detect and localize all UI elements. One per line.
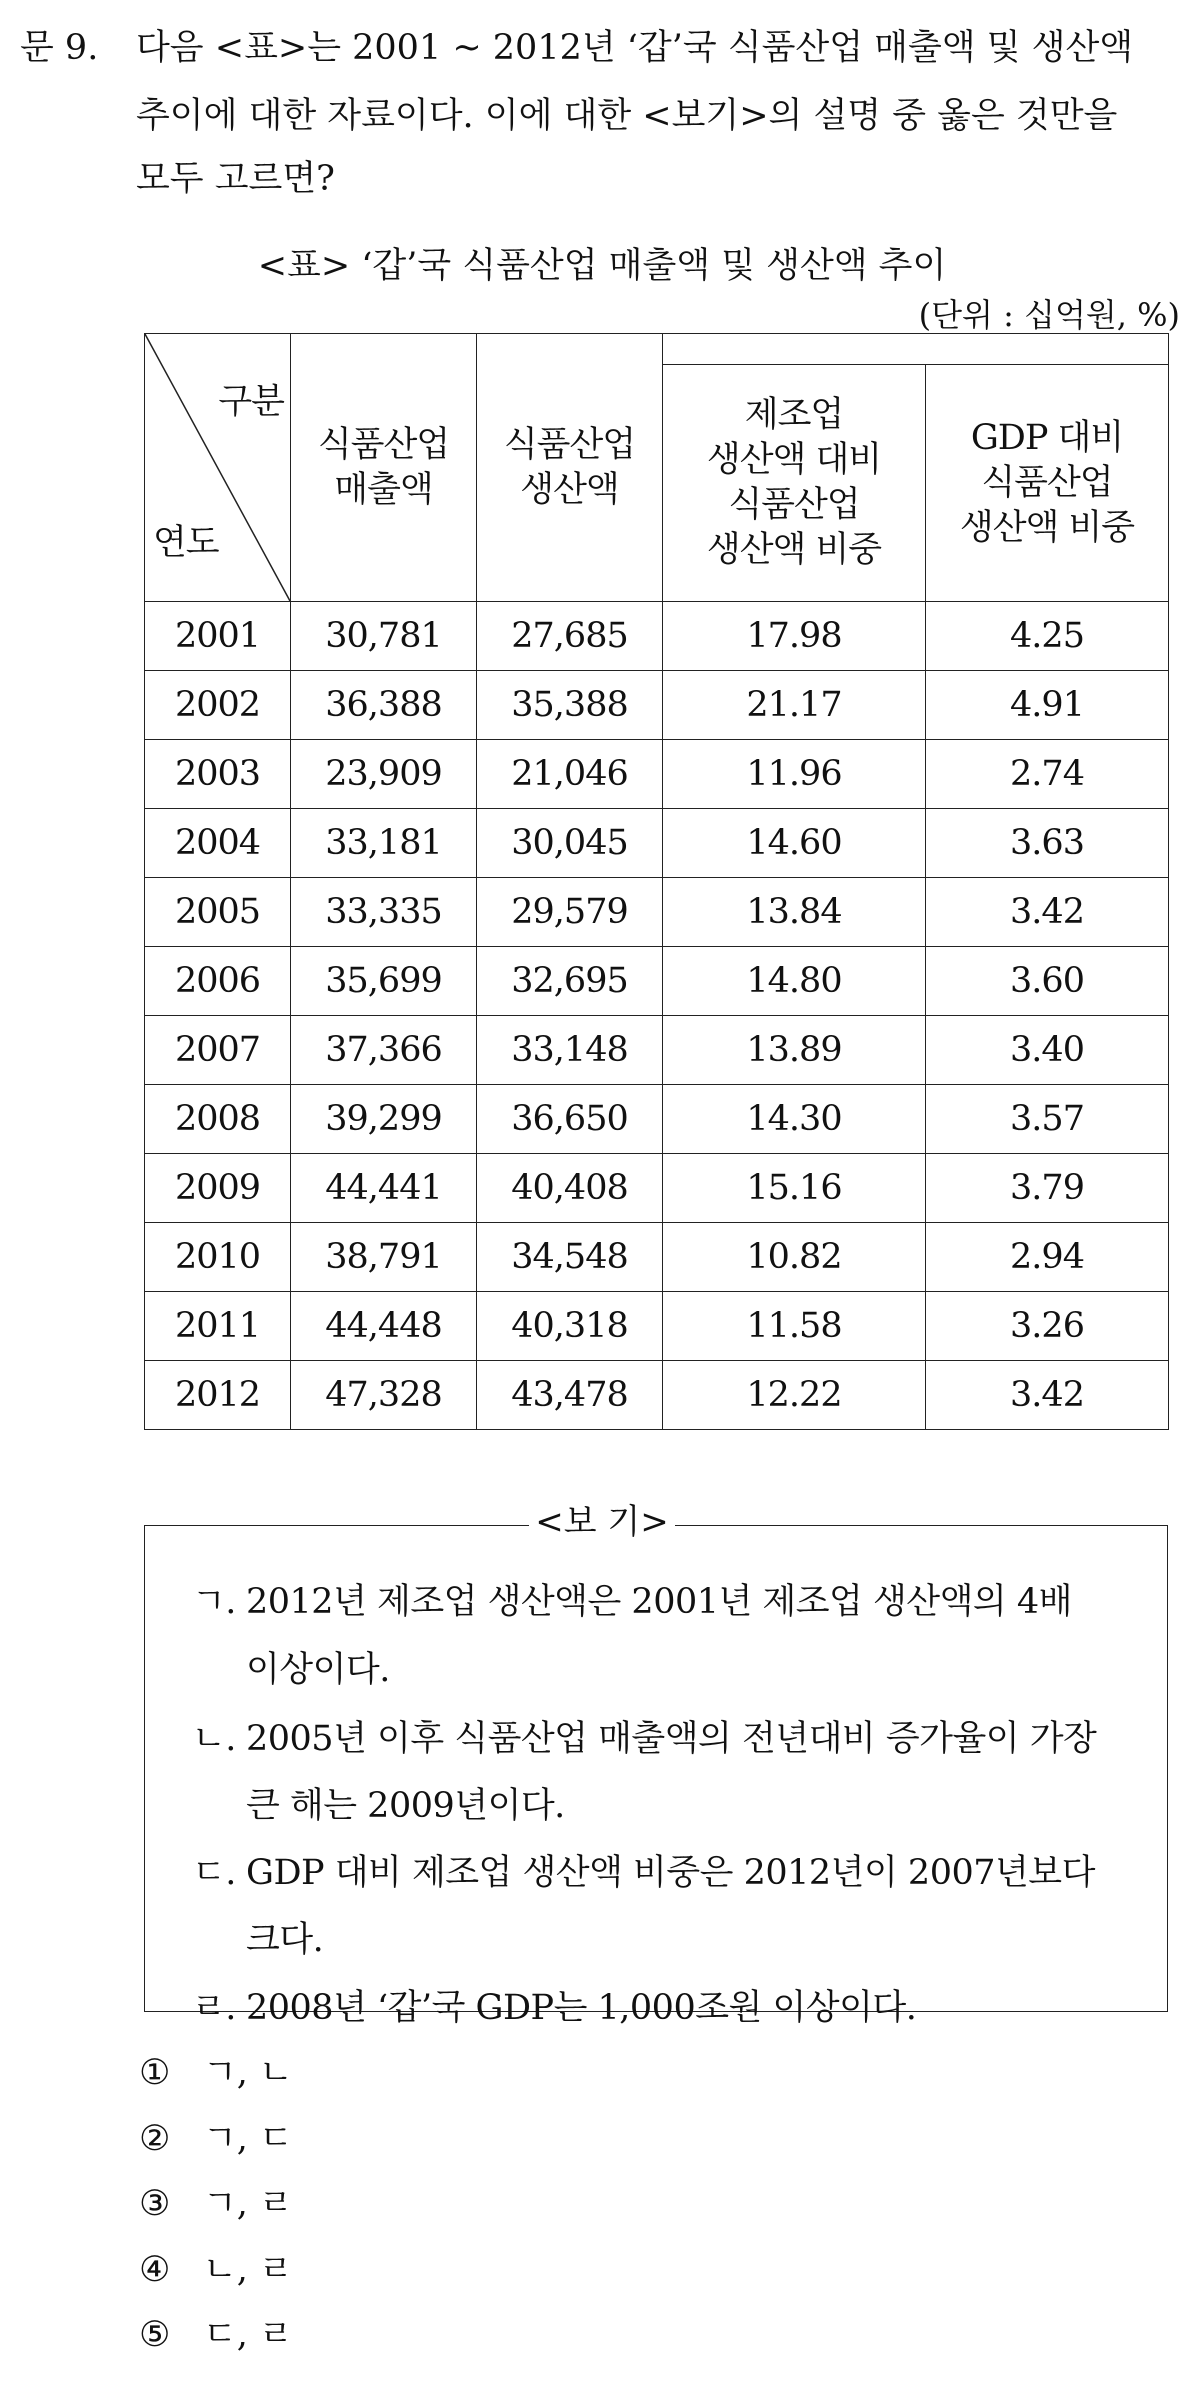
value-cell: 13.89 [663, 1016, 926, 1085]
answer-option-1[interactable] [139, 2045, 293, 2095]
data-table [144, 333, 1169, 1430]
value-cell: 33,181 [291, 809, 477, 878]
option-text: ㄱ, ㄷ [203, 2119, 293, 2159]
table-row [145, 1085, 1169, 1154]
value-cell: 34,548 [477, 1223, 663, 1292]
year-cell: 2007 [145, 1016, 291, 1085]
year-cell: 2010 [145, 1223, 291, 1292]
table-row [145, 602, 1169, 671]
option-text: ㄱ, ㄴ [203, 2053, 293, 2093]
value-cell: 3.40 [926, 1016, 1169, 1085]
bogi-item-line [192, 1711, 1096, 1761]
option-number: ① [139, 2053, 171, 2093]
bogi-item-line [246, 1912, 323, 1962]
year-cell: 2002 [145, 671, 291, 740]
question-text-line: 모두 고르면? [136, 159, 335, 199]
option-text: ㄷ, ㄹ [203, 2315, 293, 2355]
value-cell: 10.82 [663, 1223, 926, 1292]
value-cell: 35,699 [291, 947, 477, 1016]
value-cell: 11.96 [663, 740, 926, 809]
value-cell: 4.25 [926, 602, 1169, 671]
table-header-row [145, 334, 1169, 365]
table-row [145, 1361, 1169, 1430]
value-cell: 14.60 [663, 809, 926, 878]
bogi-item-line [192, 1980, 916, 2030]
header-food-sales: 식품산업 매출액 [291, 334, 477, 602]
question-text-line: 추이에 대한 자료이다. 이에 대한 <보기>의 설명 중 옳은 것만을 [136, 96, 1118, 136]
option-number: ⑤ [139, 2315, 171, 2355]
header-gdp-ratio: GDP 대비 식품산업 생산액 비중 [926, 365, 1169, 602]
value-cell: 43,478 [477, 1361, 663, 1430]
value-cell: 11.58 [663, 1292, 926, 1361]
value-cell: 29,579 [477, 878, 663, 947]
bogi-item-text: 2012년 제조업 생산액은 2001년 제조업 생산액의 4배 [246, 1582, 1072, 1622]
value-cell: 3.79 [926, 1154, 1169, 1223]
option-number: ④ [139, 2250, 171, 2290]
bogi-item-text: 큰 해는 2009년이다. [246, 1786, 565, 1826]
header-spacer [663, 334, 1169, 365]
year-cell: 2012 [145, 1361, 291, 1430]
option-number: ③ [139, 2184, 171, 2224]
value-cell: 36,650 [477, 1085, 663, 1154]
table-row [145, 1154, 1169, 1223]
value-cell: 2.74 [926, 740, 1169, 809]
value-cell: 12.22 [663, 1361, 926, 1430]
value-cell: 40,318 [477, 1292, 663, 1361]
table-unit: (단위 : 십억원, %) [918, 296, 1180, 334]
year-cell: 2008 [145, 1085, 291, 1154]
table-row [145, 878, 1169, 947]
table-row [145, 1292, 1169, 1361]
value-cell: 14.30 [663, 1085, 926, 1154]
value-cell: 35,388 [477, 671, 663, 740]
value-cell: 14.80 [663, 947, 926, 1016]
table-row [145, 809, 1169, 878]
bogi-item-marker: ㄹ. [192, 1988, 236, 2028]
bogi-item-line [192, 1845, 1095, 1895]
value-cell: 38,791 [291, 1223, 477, 1292]
value-cell: 21.17 [663, 671, 926, 740]
value-cell: 27,685 [477, 602, 663, 671]
header-manufacturing-ratio: 제조업 생산액 대비 식품산업 생산액 비중 [663, 365, 926, 602]
value-cell: 3.57 [926, 1085, 1169, 1154]
value-cell: 4.91 [926, 671, 1169, 740]
value-cell: 3.42 [926, 878, 1169, 947]
table-row [145, 1016, 1169, 1085]
value-cell: 30,045 [477, 809, 663, 878]
bogi-item-text: 크다. [246, 1920, 324, 1960]
value-cell: 32,695 [477, 947, 663, 1016]
bogi-title: <보 기> [0, 1505, 1204, 1539]
year-cell: 2005 [145, 878, 291, 947]
value-cell: 40,408 [477, 1154, 663, 1223]
value-cell: 37,366 [291, 1016, 477, 1085]
bogi-item-text: 2008년 ‘갑’국 GDP는 1,000조원 이상이다. [246, 1988, 917, 2028]
corner-header-cell [145, 334, 291, 602]
value-cell: 44,448 [291, 1292, 477, 1361]
value-cell: 33,335 [291, 878, 477, 947]
header-food-production: 식품산업 생산액 [477, 334, 663, 602]
value-cell: 47,328 [291, 1361, 477, 1430]
value-cell: 23,909 [291, 740, 477, 809]
bogi-item-line [246, 1778, 565, 1828]
value-cell: 2.94 [926, 1223, 1169, 1292]
question-number: 문 9. [20, 28, 99, 68]
bogi-item-text: 2005년 이후 식품산업 매출액의 전년대비 증가율이 가장 [246, 1719, 1097, 1759]
table-row [145, 947, 1169, 1016]
value-cell: 39,299 [291, 1085, 477, 1154]
bogi-item-marker: ㄱ. [192, 1582, 236, 1622]
year-cell: 2001 [145, 602, 291, 671]
option-text: ㄱ, ㄹ [203, 2184, 293, 2224]
bogi-item-text: 이상이다. [246, 1650, 390, 1690]
value-cell: 3.60 [926, 947, 1169, 1016]
bogi-item-marker: ㄴ. [192, 1719, 236, 1759]
year-cell: 2011 [145, 1292, 291, 1361]
value-cell: 15.16 [663, 1154, 926, 1223]
option-number: ② [139, 2119, 171, 2159]
answer-option-3[interactable] [139, 2176, 293, 2226]
bogi-item-text: GDP 대비 제조업 생산액 비중은 2012년이 2007년보다 [246, 1853, 1095, 1893]
value-cell: 30,781 [291, 602, 477, 671]
value-cell: 21,046 [477, 740, 663, 809]
value-cell: 17.98 [663, 602, 926, 671]
value-cell: 33,148 [477, 1016, 663, 1085]
table-row [145, 740, 1169, 809]
value-cell: 36,388 [291, 671, 477, 740]
year-cell: 2003 [145, 740, 291, 809]
table-row [145, 1223, 1169, 1292]
value-cell: 3.63 [926, 809, 1169, 878]
year-cell: 2009 [145, 1154, 291, 1223]
bogi-item-line [192, 1574, 1072, 1624]
bogi-item-marker: ㄷ. [192, 1853, 236, 1893]
answer-option-4[interactable] [139, 2242, 293, 2292]
year-cell: 2006 [145, 947, 291, 1016]
corner-label-year: 연도 [153, 523, 219, 563]
option-text: ㄴ, ㄹ [203, 2250, 293, 2290]
year-cell: 2004 [145, 809, 291, 878]
value-cell: 3.26 [926, 1292, 1169, 1361]
value-cell: 13.84 [663, 878, 926, 947]
answer-option-5[interactable] [139, 2307, 293, 2357]
answer-option-2[interactable] [139, 2111, 293, 2161]
question-text-line: 다음 <표>는 2001 ~ 2012년 ‘갑’국 식품산업 매출액 및 생산액 [136, 28, 1134, 68]
value-cell: 44,441 [291, 1154, 477, 1223]
table-title: <표> ‘갑’국 식품산업 매출액 및 생산액 추이 [257, 246, 947, 286]
value-cell: 3.42 [926, 1361, 1169, 1430]
corner-label-category: 구분 [218, 382, 284, 422]
bogi-item-line [246, 1642, 390, 1692]
table-row [145, 671, 1169, 740]
